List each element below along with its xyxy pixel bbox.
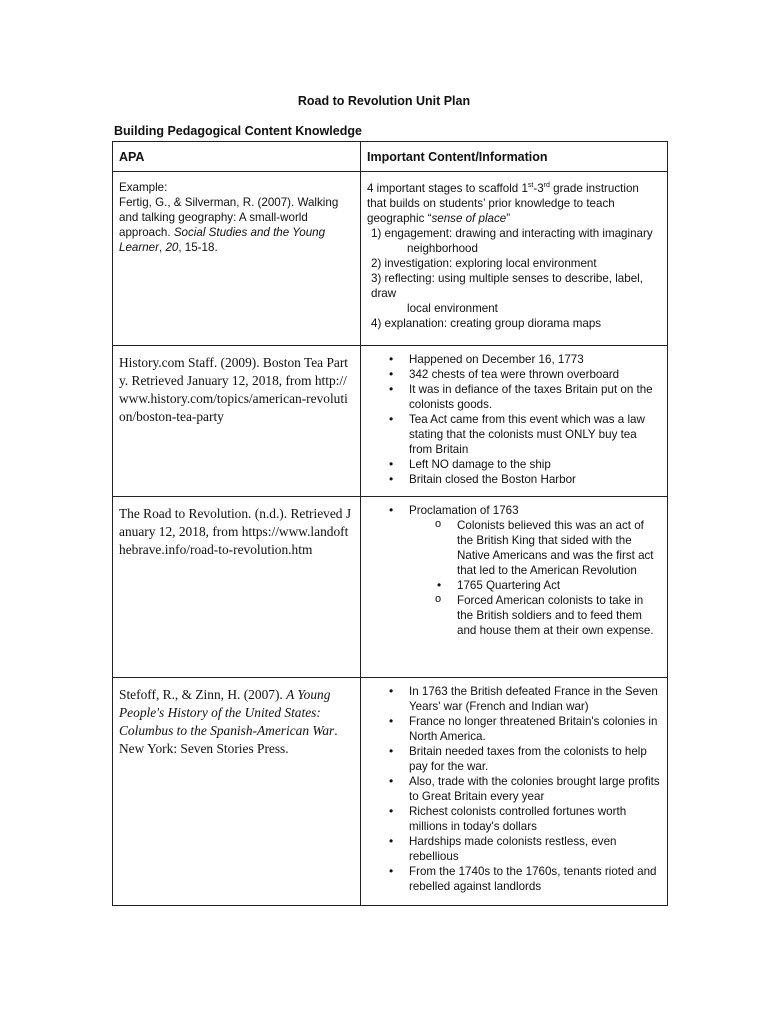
bullet-list: [367, 503, 661, 518]
info-content: [361, 497, 667, 638]
apa-citation: [113, 678, 360, 758]
info-cell: [361, 678, 668, 906]
stage-1: 1) engagement: drawing and interacting with imaginary: [371, 226, 653, 240]
intro-end: ”: [506, 211, 511, 225]
stage-3-cont: local environment: [407, 301, 498, 315]
apa-citation: History.com Staff. (2009). Boston Tea Party. Retrieved January 12, 2018, from http://www.history.com/topics/american-revolution/boston-tea-party: [119, 355, 349, 424]
stage-4: 4) explanation: creating group diorama maps: [371, 316, 602, 330]
apa-cell: [113, 346, 361, 497]
table-header-row: [113, 142, 668, 172]
header-apa: [113, 142, 361, 172]
intro-emphasis: sense of place: [431, 211, 507, 225]
intro-sup-a: st: [527, 182, 534, 189]
list-item: • Britain needed taxes from the colonists to help pay for the war.: [367, 744, 661, 774]
citation-publisher: . New York: Seven Stories Press.: [119, 723, 338, 756]
info-cell: [361, 346, 668, 497]
sub-list-item: o Forced American colonists to take in the British soldiers and to feed them and house them at their own expense.: [367, 593, 661, 638]
stages-intro: [367, 178, 661, 226]
list-item: • From the 1740s to the 1760s, tenants rioted and rebelled against landlords: [367, 864, 661, 894]
header-info: [361, 142, 668, 172]
header-apa-label: APA: [119, 150, 145, 164]
intro-text-c: grade instruction that builds on students’ prior knowledge to teach geographic “: [367, 181, 639, 225]
list-item: • Proclamation of 1763: [367, 503, 661, 518]
list-item: • France no longer threatened Britain's colonies in North America.: [367, 714, 661, 744]
sub-list-item: o Colonists believed this was an act of the British King that sided with the Native Americans and was the first act that led to the American Revolution: [367, 518, 661, 578]
info-cell: [361, 497, 668, 678]
info-content: [361, 172, 667, 331]
intro-text-b: -3: [533, 181, 544, 195]
sub-list: [367, 518, 661, 638]
document-title: Road to Revolution Unit Plan: [297, 94, 471, 108]
intro-sup-b: rd: [543, 182, 550, 189]
citation-pages: , 15-18.: [178, 241, 218, 254]
unit-plan-table: [112, 141, 668, 906]
section-subtitle: Building Pedagogical Content Knowledge: [114, 124, 362, 138]
table-row: [113, 497, 668, 678]
apa-cell: [113, 678, 361, 906]
header-info-label: Important Content/Information: [367, 150, 548, 164]
table-row: [113, 346, 668, 497]
stage-2: 2) investigation: exploring local environment: [371, 256, 597, 270]
citation-journal: Social Studies and the Young Learner: [119, 226, 326, 254]
example-label: Example:: [119, 181, 168, 194]
stage-3: 3) reflecting: using multiple senses to describe, label, draw: [371, 271, 643, 300]
apa-cell: [113, 172, 361, 346]
bullet-list: [361, 678, 667, 894]
apa-citation: The Road to Revolution. (n.d.). Retrieved January 12, 2018, from https://www.landofthebrave.info/road-to-revolution.htm: [119, 506, 352, 557]
list-item: • Tea Act came from this event which was a law stating that the colonists must ONLY buy tea from Britain: [367, 412, 661, 457]
citation-separator: ,: [158, 241, 163, 254]
list-item: • Richest colonists controlled fortunes worth millions in today's dollars: [367, 804, 661, 834]
bullet-list: [361, 346, 667, 487]
citation-book-title: A Young People's History of the United States: Columbus to the Spanish-American War: [119, 687, 335, 738]
apa-citation: [113, 172, 360, 255]
table-row: [113, 172, 668, 346]
apa-cell: [113, 497, 361, 678]
citation-volume: 20: [165, 241, 179, 254]
list-item: • Britain closed the Boston Harbor: [367, 472, 661, 487]
sub-list-item: • 1765 Quartering Act: [367, 578, 661, 593]
list-item: • Happened on December 16, 1773: [367, 352, 661, 367]
citation-authors: Fertig, G., & Silverman, R. (2007). Walking and talking geography: A small-world approach.: [119, 196, 339, 239]
info-cell: [361, 172, 668, 346]
list-item: • In 1763 the British defeated France in the Seven Years' war (French and Indian war): [367, 684, 661, 714]
citation-authors: Stefoff, R., & Zinn, H. (2007).: [119, 687, 287, 702]
list-item: • 342 chests of tea were thrown overboard: [367, 367, 661, 382]
list-item: • Left NO damage to the ship: [367, 457, 661, 472]
list-item: • Also, trade with the colonies brought large profits to Great Britain every year: [367, 774, 661, 804]
stage-1-cont: neighborhood: [407, 241, 478, 255]
list-item: • It was in defiance of the taxes Britain put on the colonists goods.: [367, 382, 661, 412]
intro-text-a: 4 important stages to scaffold 1: [367, 181, 528, 195]
table-row: [113, 678, 668, 906]
list-item: • Hardships made colonists restless, even rebellious: [367, 834, 661, 864]
